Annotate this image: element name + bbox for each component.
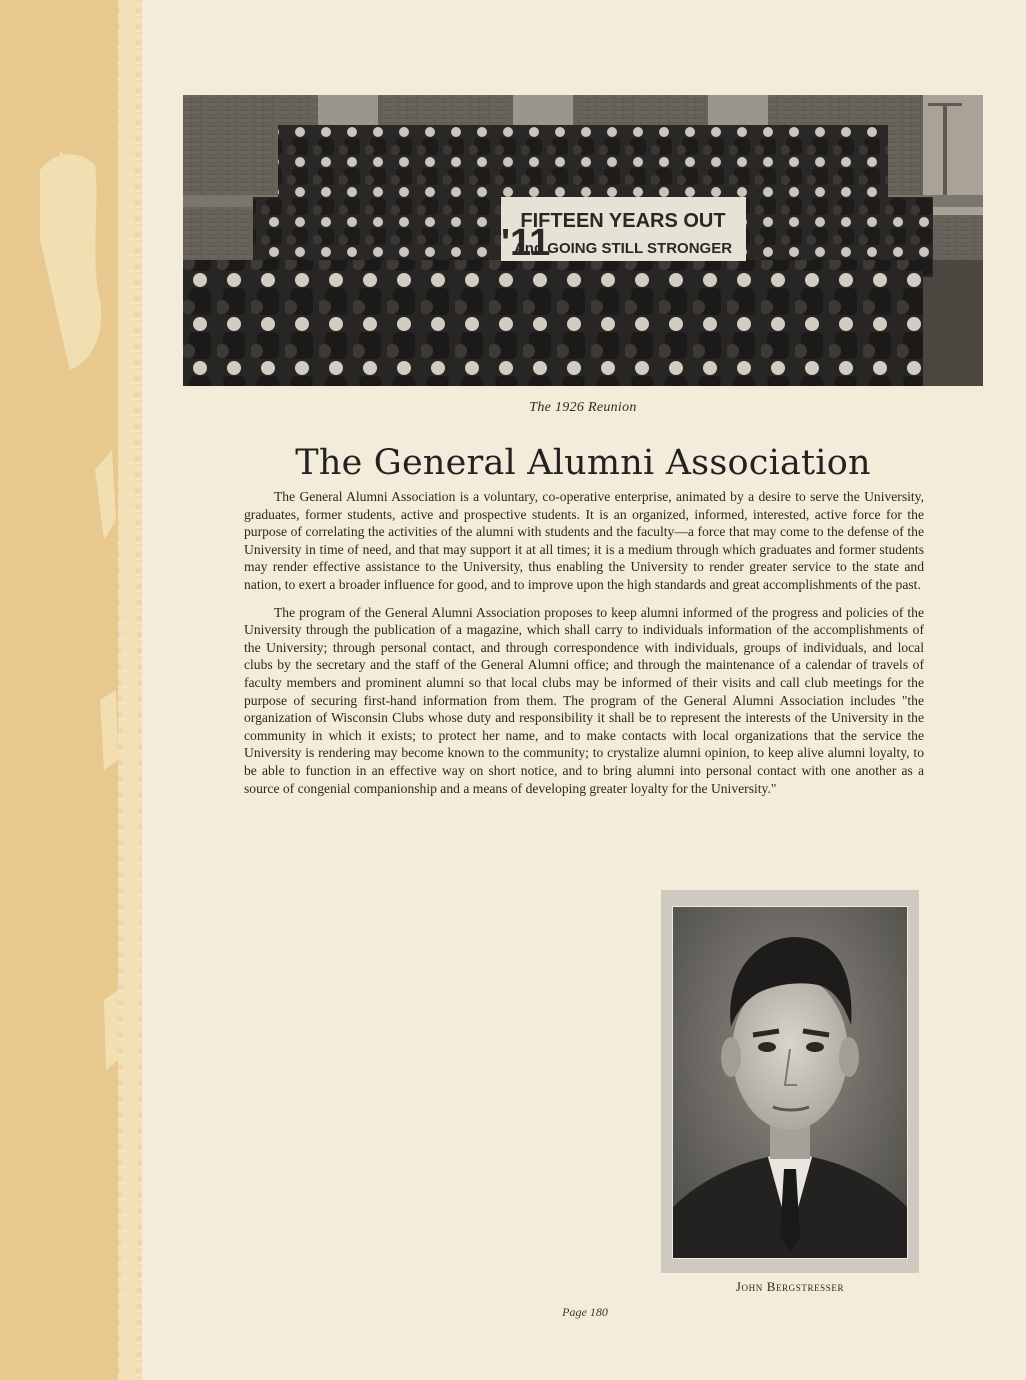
- group-reunion-photo: [183, 95, 983, 386]
- article-body: [244, 488, 924, 807]
- article-paragraph-1: The General Alumni Association is a voluntary, co-operative enterprise, animated by a desire to serve the University, graduates, former students, active and prospective students. It is an organized, informed, interested, active force for the purpose of correlating the activities of the alumni with students and the faculty—a force that may come to the defense of the University in time of need, and that may support it at all times; it is a medium through which graduates and former students may render effective assistance to the University, thus enabling the University to render greater service to the state and nation, to exert a broader influence for good, and to improve upon the high standards and great accomplishments of the past.: [244, 489, 924, 592]
- article-paragraph-2: The program of the General Alumni Association proposes to keep alumni informed of the progress and policies of the University through the publication of a magazine, which shall carry to individuals information of the accomplishments of the University; through personal contact, and through correspondence with individuals, groups of individuals, and local clubs by the secretary and the staff of the General Alumni office; and through the maintenance of a calendar of travels of faculty members and prominent alumni so that local clubs may be informed of their visits and call club meetings for the purpose of securing first-hand information from them. The program of the General Alumni Association includes "the organization of Wisconsin Clubs whose duty and responsibility it shall be to represent the interests of the University in the community in which it exists; to protect her name, and to make contacts with local organizations that the service the University is rendering may become known to the community; to crystalize alumni opinion, to keep alive alumni loyalty, to be able to function in an effective way on short notice, and to bring alumni into personal contact with one another as a source of congenial companionship and a means of developing greater loyalty for the University.": [244, 604, 924, 796]
- banner-year-left: '11: [501, 222, 551, 264]
- banner-line-2: And GOING STILL STRONGER: [513, 240, 733, 257]
- photo-caption: The 1926 Reunion: [529, 400, 637, 415]
- portrait-photo: [673, 907, 907, 1258]
- tree-ornament-icon: [0, 0, 142, 1380]
- banner-line-1: FIFTEEN YEARS OUT: [520, 210, 726, 232]
- page-number: Page 180: [562, 1305, 608, 1319]
- article-title: The General Alumni Association: [295, 443, 871, 483]
- portrait-name: John Bergstresser: [735, 1279, 845, 1294]
- portrait-frame: [661, 890, 919, 1273]
